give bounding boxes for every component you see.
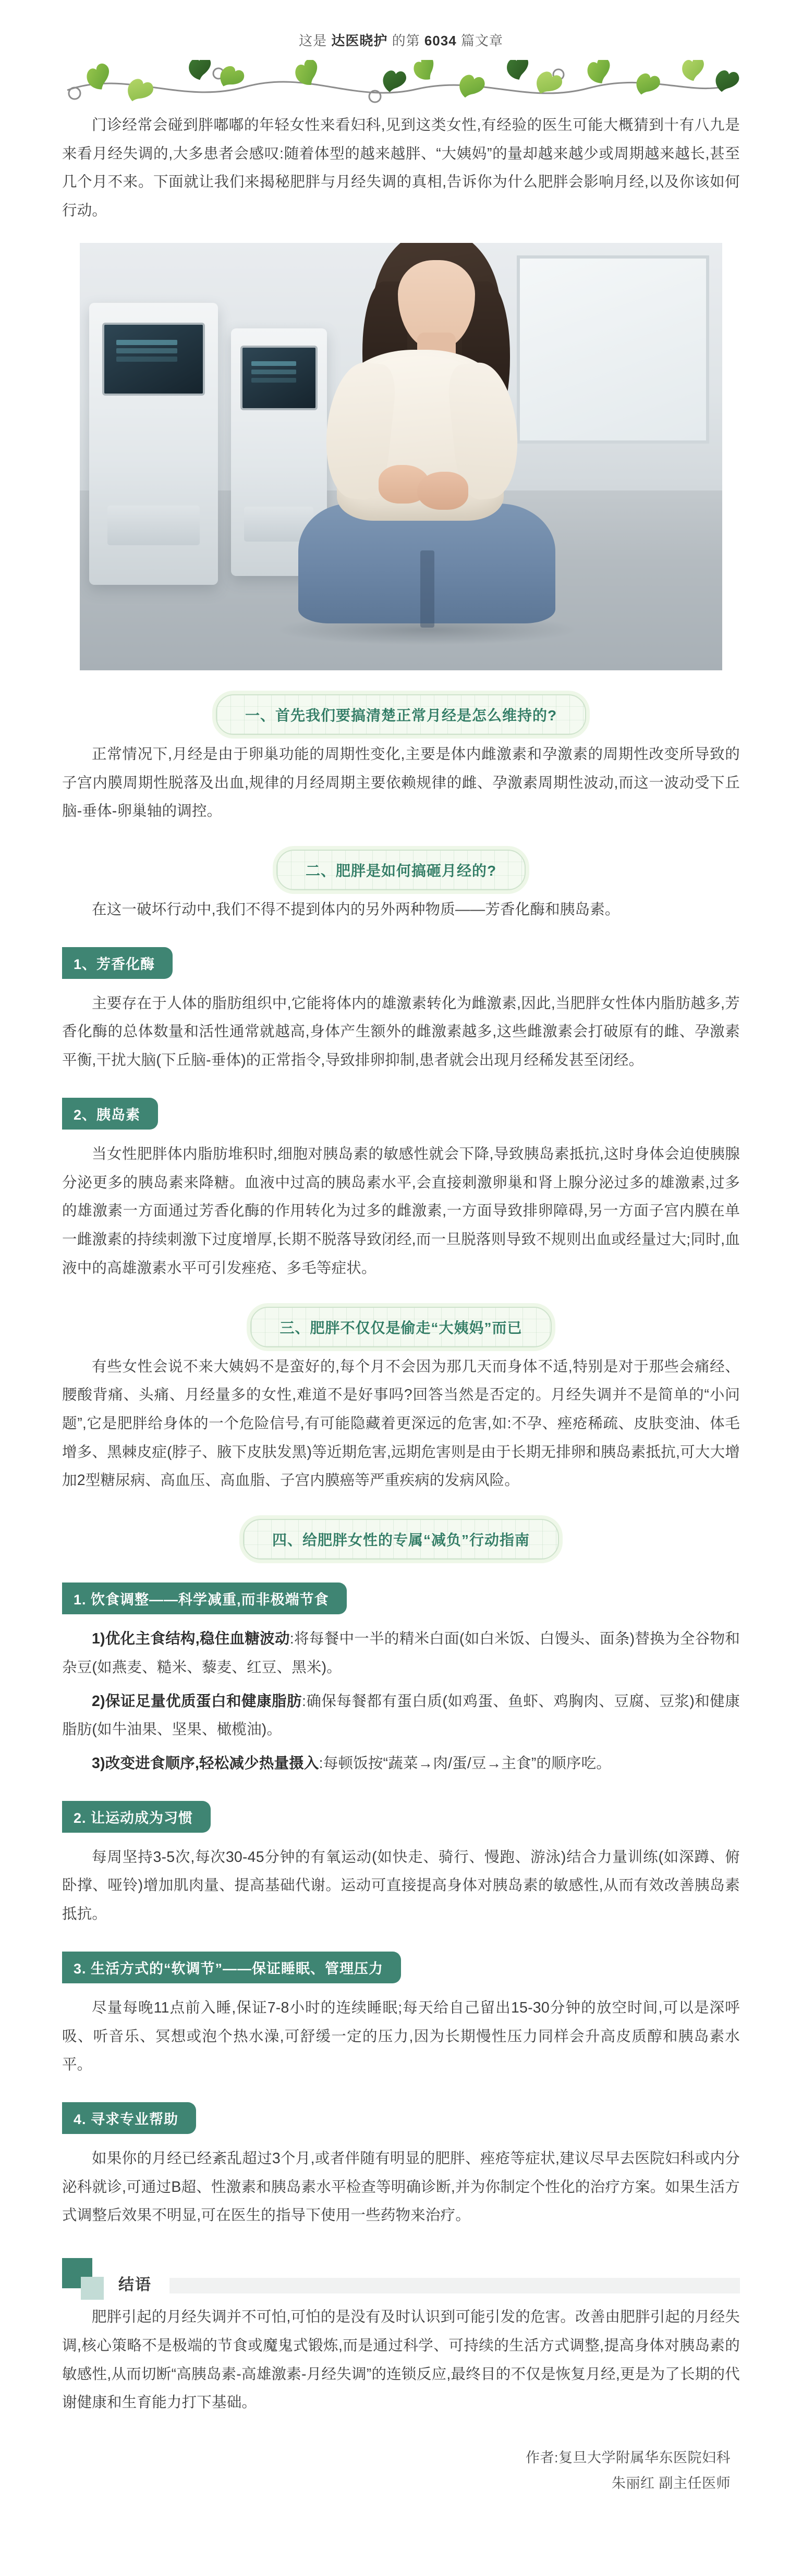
window-shape <box>517 255 710 444</box>
subsection-badge: 1、芳香化酶 <box>62 947 173 979</box>
article-number: 6034 <box>424 33 457 48</box>
tip-item <box>62 1687 740 1744</box>
section-pill-label: 二、肥胖是如何搞砸月经的? <box>276 850 526 890</box>
meta-prefix: 这是 <box>299 33 332 48</box>
brand-name: 达医晓护 <box>331 33 388 48</box>
subsection-badge: 1. 饮食调整——科学减重,而非极端节食 <box>62 1583 347 1614</box>
subsection-exercise <box>62 1783 740 1929</box>
subsection-lifestyle <box>62 1934 740 2079</box>
double-square-icon <box>62 2258 107 2300</box>
tip-lead: 1)优化主食结构,稳住血糖波动 <box>92 1630 290 1648</box>
section-heading-1 <box>62 694 740 735</box>
tip-lead: 3)改变进食顺序,轻松减少热量摄入 <box>92 1755 319 1772</box>
figure-hand-right <box>417 472 469 510</box>
paragraph: 在这一破坏行动中,我们不得不提到体内的另外两种物质——芳香化酶和胰岛素。 <box>92 901 620 918</box>
section-pill-label: 三、肥胖不仅仅是偷走“大姨妈”而已 <box>250 1307 551 1347</box>
paragraph: 有些女性会说不来大姨妈不是蛮好的,每个月不会因为那几天而身体不适,特别是对于那些会痛经、腰酸背痛、头痛、月经量多的女性,难道不是好事吗?回答当然是否定的。月经失调并不是简单的“小问题”,它是肥胖给身体的一个危险信号,有可能隐藏着更深远的危害,如:不孕、痤疮稀疏、皮肤变油、体毛增多、黑棘皮症(脖子、腋下皮肤发黑)等近期危害,远期危害则是由于长期无排卵和胰岛素抵抗,可大大增加2型糖尿病、高血压、高血脂、子宫内膜癌等严重疾病的发病风险。 <box>62 1358 740 1489</box>
paragraph: 尽量每晚11点前入睡,保证7-8小时的连续睡眠;每天给自己留出15-30分钟的放空时间,可以是深呼吸、听音乐、冥想或泡个热水澡,可舒缓一定的压力,因为长期慢性压力同样会升高皮质醇和胰岛素水平。 <box>62 1999 740 2074</box>
tip-item <box>62 1749 740 1778</box>
section-heading-2 <box>62 850 740 890</box>
meta-middle: 的第 <box>387 33 424 48</box>
tip-rest: :将每餐中一半的精米白面(如白米饭、白馒头、面条)替换为全谷物和杂豆(如燕麦、糙米、藜麦、红豆、黑米)。 <box>62 1630 740 1676</box>
subsection-badge: 2. 让运动成为习惯 <box>62 1801 211 1833</box>
conclusion-rule <box>169 2278 740 2293</box>
machine-screen <box>240 346 318 410</box>
intro-paragraph: 门诊经常会碰到胖嘟嘟的年轻女性来看妇科,见到这类女性,有经验的医生可能大概猜到十有八九是来看月经失调的,大多患者会感叹:随着体型的越来越胖、“大姨妈”的量却越来越少或周期越来越长,甚至几个月不来。下面就让我们来揭秘肥胖与月经失调的真相,告诉你为什么肥胖会影响月经,以及你该如何行动。 <box>62 117 740 219</box>
intro-section <box>62 111 740 225</box>
conclusion-title: 结语 <box>118 2276 152 2294</box>
author-credit <box>62 2445 740 2496</box>
section-pill-label: 四、给肥胖女性的专属“减负”行动指南 <box>243 1519 559 1560</box>
conclusion-paragraph: 肥胖引起的月经失调并不可怕,可怕的是没有及时认识到可能引发的危害。改善由肥胖引起的月经失调,核心策略不是极端的节食或魔鬼式锻炼,而是通过科学、可持续的生活方式调整,提高身体对胰岛素的敏感性,从而切断“高胰岛素-高雄激素-月经失调”的连锁反应,最终目的不仅是恢复月经,更是为了长期的代谢健康和生育能力打下基础。 <box>62 2309 740 2411</box>
machine-screen <box>102 323 205 396</box>
article-meta-line <box>0 0 802 54</box>
section-heading-3 <box>62 1307 740 1347</box>
subsection-badge: 3. 生活方式的“软调节”——保证睡眠、管理压力 <box>62 1952 401 1983</box>
tip-lead: 2)保证足量优质蛋白和健康脂肪 <box>92 1692 302 1710</box>
subsection-badge: 2、胰岛素 <box>62 1098 158 1130</box>
paragraph: 每周坚持3-5次,每次30-45分钟的有氧运动(如快走、骑行、慢跑、游泳)结合力量训练(如深蹲、俯卧撑、哑铃)增加肌肉量、提高基础代谢。运动可直接提高身体对胰岛素的敏感性,从而有效改善胰岛素抵抗。 <box>62 1848 740 1923</box>
paragraph: 当女性肥胖体内脂肪堆积时,细胞对胰岛素的敏感性就会下降,导致胰岛素抵抗,这时身体会迫使胰腺分泌更多的胰岛素来降糖。血液中过高的胰岛素水平,会直接刺激卵巢和肾上腺分泌过多的雄激素,过多的雄激素一方面通过芳香化酶的作用转化为过多的雌激素,一方面导致排卵障碍,另一方面子宫内膜在单一雌激素的持续刺激下过度增厚,长期不脱落导致闭经,而一旦脱落则导致不规则出血或经量过大;同时,血液中的高雄激素水平可引发痤疮、多毛等症状。 <box>62 1145 740 1277</box>
ivy-vine-divider <box>62 60 740 108</box>
subsection-aromatase <box>62 929 740 1075</box>
meta-suffix: 篇文章 <box>456 33 503 48</box>
conclusion-section <box>62 2258 740 2417</box>
section-1-body <box>62 740 740 826</box>
square-light-icon <box>81 2277 104 2300</box>
figure-leg-gap <box>420 550 434 628</box>
paragraph: 主要存在于人体的脂肪组织中,它能将体内的雄激素转化为雌激素,因此,当肥胖女性体内脂肪越多,芳香化酶的总体数量和活性通常就越高,身体产生额外的雌激素越多,这些雌激素会打破原有的雌、孕激素平衡,干扰大脑(下丘脑-垂体)的正常指令,导致排卵抑制,患者就会出现月经稀发甚至闭经。 <box>62 995 740 1069</box>
tip-rest: :确保每餐都有蛋白质(如鸡蛋、鱼虾、鸡胸肉、豆腐、豆浆)和健康脂肪(如牛油果、坚果、橄榄油)。 <box>62 1692 740 1738</box>
paragraph: 正常情况下,月经是由于卵巢功能的周期性变化,主要是体内雌激素和孕激素的周期性改变所导致的子宫内膜周期性脱落及出血,规律的月经周期主要依赖规律的雌、孕激素周期性波动,而这一波动受下丘脑-垂体-卵巢轴的调控。 <box>62 745 740 820</box>
section-4-body <box>62 1565 740 2230</box>
section-heading-4 <box>62 1519 740 1560</box>
section-3-body <box>62 1353 740 1495</box>
tip-item <box>62 1625 740 1682</box>
hero-photo <box>80 243 722 670</box>
conclusion-heading <box>62 2258 740 2300</box>
paragraph: 如果你的月经已经紊乱超过3个月,或者伴随有明显的肥胖、痤疮等症状,建议尽早去医院妇科或内分泌科就诊,可通过B超、性激素和胰岛素水平检查等明确诊断,并为你制定个性化的治疗方案。如果生活方式调整后效果不明显,可在医生的指导下使用一些药物来治疗。 <box>62 2150 740 2224</box>
machine-controls <box>107 506 200 545</box>
section-pill-label: 一、首先我们要搞清楚正常月经是怎么维持的? <box>216 694 586 735</box>
author-line-name: 朱丽红 副主任医师 <box>611 2475 731 2492</box>
author-line-institution: 作者:复旦大学附属华东医院妇科 <box>525 2450 731 2466</box>
subsection-insulin <box>62 1080 740 1283</box>
subsection-badge: 4. 寻求专业帮助 <box>62 2102 196 2134</box>
tip-rest: :每顿饭按“蔬菜→肉/蛋/豆→主食”的顺序吃。 <box>319 1755 612 1772</box>
medical-machine-left <box>89 303 217 585</box>
section-2-body <box>62 896 740 1282</box>
subsection-diet <box>62 1565 740 1778</box>
clinic-scene <box>80 243 722 670</box>
subsection-professional-help <box>62 2084 740 2230</box>
